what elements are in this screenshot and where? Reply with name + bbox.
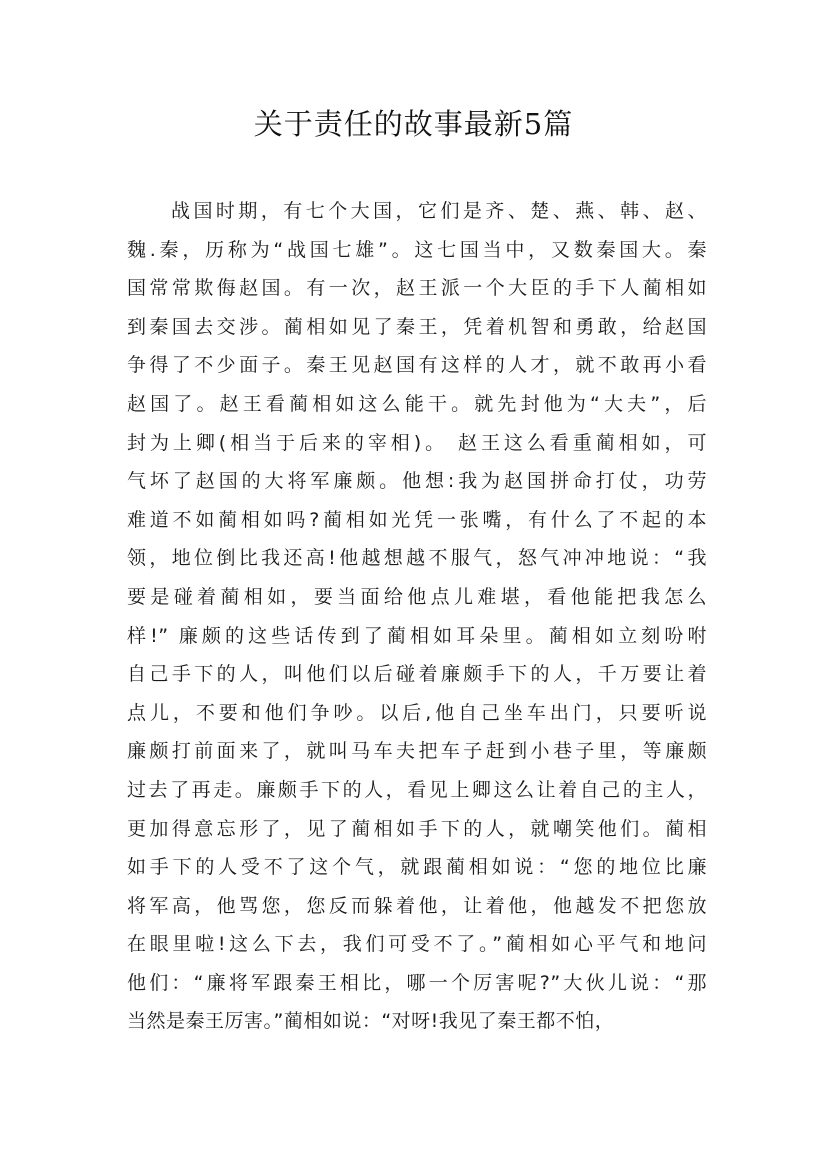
paragraph-line: 更加得意忘形了，见了蔺相如手下的人，就嘲笑他们。蔺相 (127, 817, 707, 840)
paragraph-line: 自己手下的人，叫他们以后碰着廉颇手下的人，千万要让着 (127, 663, 707, 686)
document-title: 关于责任的故事最新5篇 (253, 107, 574, 141)
paragraph-line: 国常常欺侮赵国。有一次，赵王派一个大臣的手下人蔺相如 (127, 277, 707, 300)
paragraph-line: 当然是秦王厉害。”蔺相如说：“对呀!我见了秦王都不怕， (127, 1010, 615, 1033)
paragraph-line: 过去了再走。廉颇手下的人，看见上卿这么让着自己的主人， (127, 778, 707, 801)
paragraph-line: 在眼里啦!这么下去，我们可受不了。”蔺相如心平气和地问 (127, 933, 707, 956)
paragraph-line: 赵国了。赵王看蔺相如这么能干。就先封他为“大夫”，后 (127, 392, 707, 415)
paragraph-line: 到秦国去交涉。蔺相如见了秦王，凭着机智和勇敢，给赵国 (127, 315, 707, 338)
paragraph-line: 点儿，不要和他们争吵。以后,他自己坐车出门，只要听说 (127, 701, 707, 724)
document-body (127, 192, 707, 1041)
paragraph-line: 他们：“廉将军跟秦王相比，哪一个厉害呢?”大伙儿说：“那 (127, 971, 707, 994)
paragraph-line: 争得了不少面子。秦王见赵国有这样的人才，就不敢再小看 (127, 354, 707, 377)
paragraph-line: 样!” 廉颇的这些话传到了蔺相如耳朵里。蔺相如立刻吩咐 (127, 624, 707, 647)
paragraph-line: 封为上卿(相当于后来的宰相)。 赵王这么看重蔺相如，可 (127, 431, 707, 454)
paragraph-line: 魏.秦，历称为“战国七雄”。这七国当中，又数秦国大。秦 (127, 238, 707, 261)
paragraph-line: 将军高，他骂您，您反而躲着他，让着他，他越发不把您放 (127, 894, 707, 917)
paragraph-line: 战国时期，有七个大国，它们是齐、楚、燕、韩、赵、 (171, 200, 707, 222)
paragraph-line: 要是碰着蔺相如，要当面给他点儿难堪，看他能把我怎么 (127, 585, 707, 608)
paragraph-line: 如手下的人受不了这个气，就跟蔺相如说：“您的地位比廉 (127, 856, 707, 879)
paragraph-line: 气坏了赵国的大将军廉颇。他想:我为赵国拼命打仗，功劳 (127, 470, 707, 493)
paragraph-line: 廉颇打前面来了，就叫马车夫把车子赶到小巷子里，等廉颇 (127, 740, 707, 763)
paragraph-line: 难道不如蔺相如吗?蔺相如光凭一张嘴，有什么了不起的本 (127, 508, 707, 531)
paragraph-line: 领，地位倒比我还高!他越想越不服气，怒气冲冲地说：“我 (127, 547, 707, 570)
